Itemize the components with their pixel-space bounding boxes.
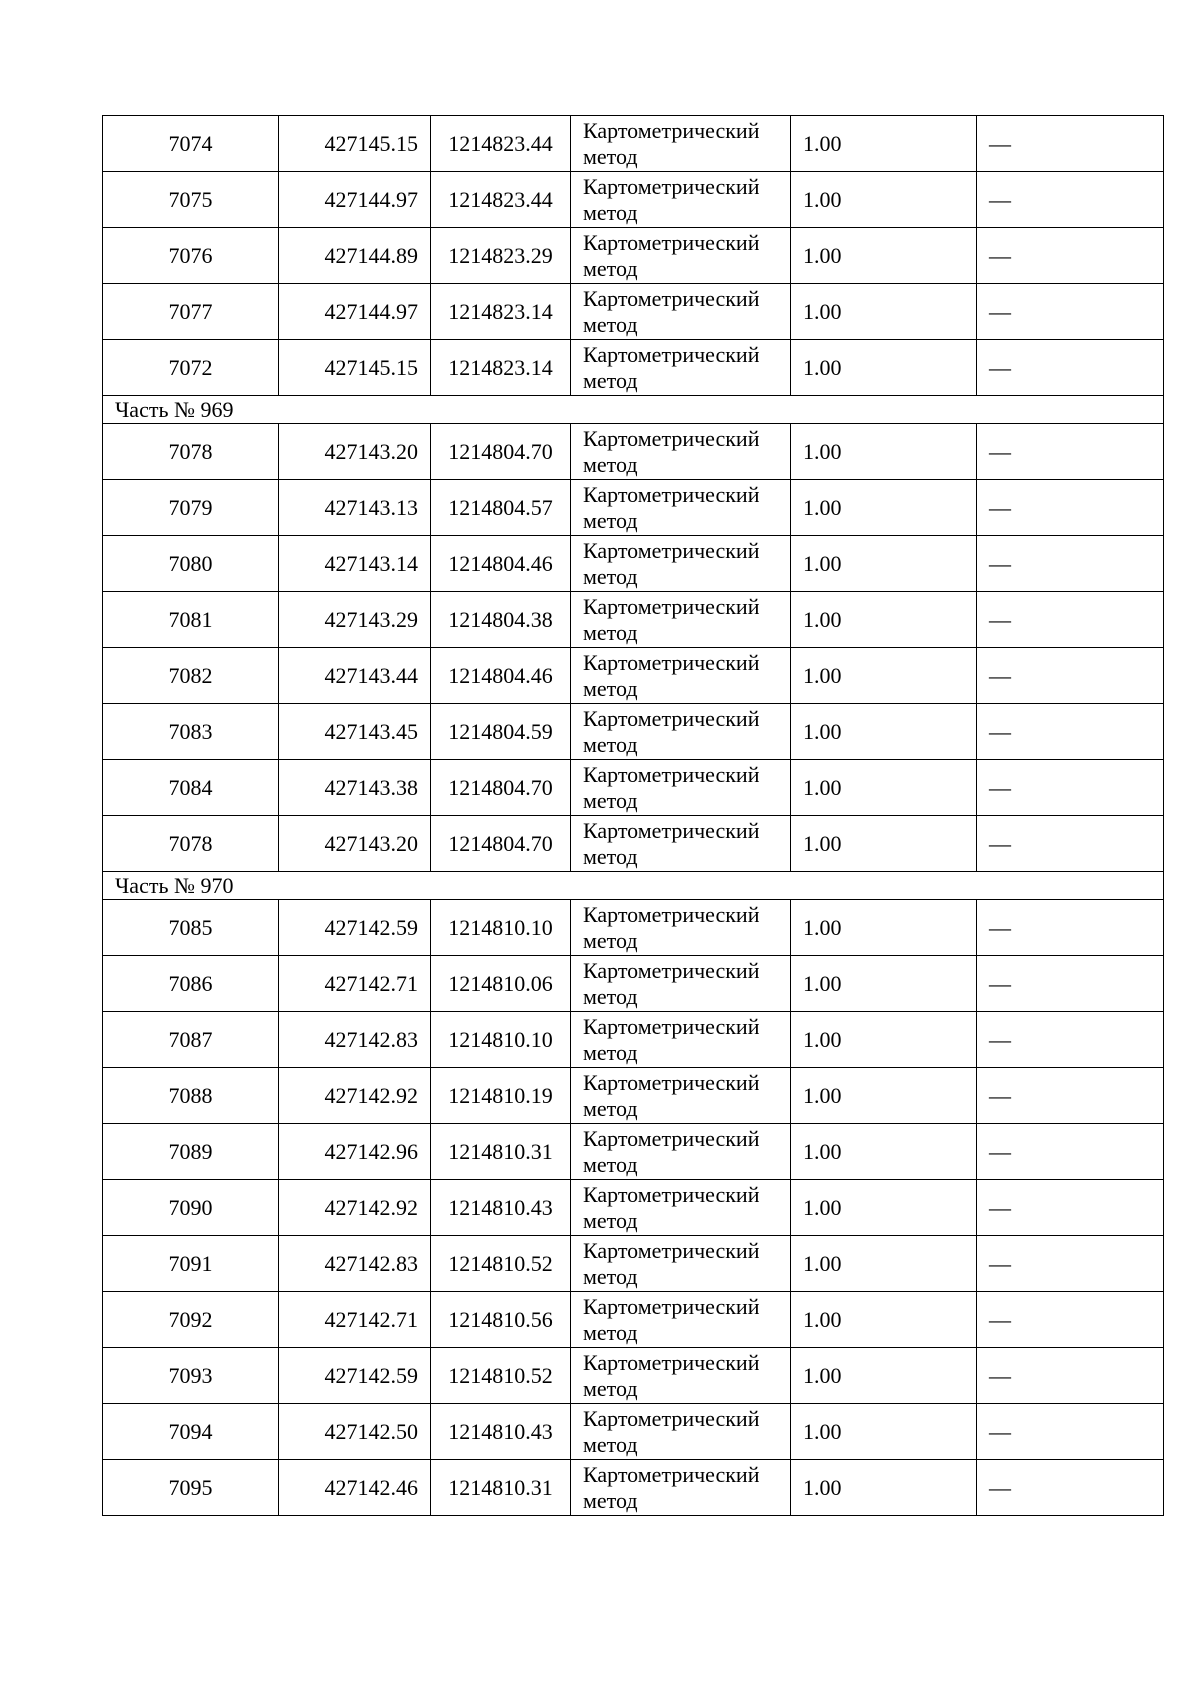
method-cell [571, 116, 791, 172]
method-cell [571, 1404, 791, 1460]
method-cell [571, 340, 791, 396]
y-coordinate-cell: 1214810.31 [431, 1460, 571, 1516]
x-coordinate-cell: 427142.59 [279, 900, 431, 956]
method-line-1: Картометрический [583, 285, 760, 311]
section-label: Часть № 969 [103, 396, 1164, 424]
point-number-cell: 7084 [103, 760, 279, 816]
x-coordinate-cell: 427142.83 [279, 1012, 431, 1068]
method-line-1: Картометрический [583, 1405, 760, 1431]
x-coordinate-cell: 427142.50 [279, 1404, 431, 1460]
note-cell: — [977, 760, 1164, 816]
method-line-2: метод [583, 451, 638, 477]
note-cell: — [977, 116, 1164, 172]
table-row [103, 592, 1164, 648]
method-line-1: Картометрический [583, 537, 760, 563]
table-row [103, 340, 1164, 396]
method-line-2: метод [583, 983, 638, 1009]
method-line-2: метод [583, 927, 638, 953]
x-coordinate-cell: 427142.96 [279, 1124, 431, 1180]
point-number-cell: 7078 [103, 816, 279, 872]
x-coordinate-cell: 427143.38 [279, 760, 431, 816]
point-number-cell: 7079 [103, 480, 279, 536]
method-cell [571, 1012, 791, 1068]
method-cell [571, 228, 791, 284]
x-coordinate-cell: 427143.14 [279, 536, 431, 592]
method-line-1: Картометрический [583, 705, 760, 731]
x-coordinate-cell: 427145.15 [279, 116, 431, 172]
table-row [103, 1404, 1164, 1460]
accuracy-cell: 1.00 [791, 116, 977, 172]
point-number-cell: 7085 [103, 900, 279, 956]
method-line-2: метод [583, 367, 638, 393]
note-cell: — [977, 592, 1164, 648]
method-cell [571, 592, 791, 648]
table-row [103, 760, 1164, 816]
y-coordinate-cell: 1214810.56 [431, 1292, 571, 1348]
accuracy-cell: 1.00 [791, 956, 977, 1012]
x-coordinate-cell: 427143.13 [279, 480, 431, 536]
note-cell: — [977, 704, 1164, 760]
table-row [103, 816, 1164, 872]
x-coordinate-cell: 427145.15 [279, 340, 431, 396]
table-row [103, 900, 1164, 956]
note-cell: — [977, 1236, 1164, 1292]
accuracy-cell: 1.00 [791, 816, 977, 872]
accuracy-cell: 1.00 [791, 1404, 977, 1460]
x-coordinate-cell: 427142.92 [279, 1068, 431, 1124]
x-coordinate-cell: 427144.97 [279, 284, 431, 340]
table-row [103, 956, 1164, 1012]
table-row [103, 1348, 1164, 1404]
method-line-1: Картометрический [583, 761, 760, 787]
table-row [103, 228, 1164, 284]
x-coordinate-cell: 427143.44 [279, 648, 431, 704]
table-row [103, 116, 1164, 172]
y-coordinate-cell: 1214804.57 [431, 480, 571, 536]
table-row [103, 172, 1164, 228]
method-line-2: метод [583, 255, 638, 281]
x-coordinate-cell: 427143.29 [279, 592, 431, 648]
method-line-2: метод [583, 1039, 638, 1065]
note-cell: — [977, 648, 1164, 704]
method-line-1: Картометрический [583, 1181, 760, 1207]
section-label: Часть № 970 [103, 872, 1164, 900]
point-number-cell: 7082 [103, 648, 279, 704]
method-cell [571, 536, 791, 592]
point-number-cell: 7074 [103, 116, 279, 172]
x-coordinate-cell: 427142.46 [279, 1460, 431, 1516]
method-cell [571, 480, 791, 536]
y-coordinate-cell: 1214823.29 [431, 228, 571, 284]
accuracy-cell: 1.00 [791, 536, 977, 592]
point-number-cell: 7092 [103, 1292, 279, 1348]
note-cell: — [977, 284, 1164, 340]
point-number-cell: 7076 [103, 228, 279, 284]
table-row [103, 648, 1164, 704]
method-line-2: метод [583, 843, 638, 869]
note-cell: — [977, 424, 1164, 480]
y-coordinate-cell: 1214804.59 [431, 704, 571, 760]
y-coordinate-cell: 1214810.52 [431, 1236, 571, 1292]
method-line-2: метод [583, 1207, 638, 1233]
y-coordinate-cell: 1214804.70 [431, 424, 571, 480]
note-cell: — [977, 900, 1164, 956]
y-coordinate-cell: 1214804.46 [431, 648, 571, 704]
note-cell: — [977, 816, 1164, 872]
method-line-2: метод [583, 1263, 638, 1289]
point-number-cell: 7089 [103, 1124, 279, 1180]
point-number-cell: 7072 [103, 340, 279, 396]
accuracy-cell: 1.00 [791, 424, 977, 480]
note-cell: — [977, 1348, 1164, 1404]
method-cell [571, 1236, 791, 1292]
accuracy-cell: 1.00 [791, 1012, 977, 1068]
x-coordinate-cell: 427143.45 [279, 704, 431, 760]
method-line-2: метод [583, 675, 638, 701]
point-number-cell: 7088 [103, 1068, 279, 1124]
table-row [103, 480, 1164, 536]
y-coordinate-cell: 1214810.31 [431, 1124, 571, 1180]
method-cell [571, 424, 791, 480]
table-row [103, 1068, 1164, 1124]
method-line-2: метод [583, 1151, 638, 1177]
method-line-1: Картометрический [583, 593, 760, 619]
method-cell [571, 760, 791, 816]
table-row [103, 704, 1164, 760]
note-cell: — [977, 172, 1164, 228]
y-coordinate-cell: 1214810.52 [431, 1348, 571, 1404]
accuracy-cell: 1.00 [791, 1348, 977, 1404]
y-coordinate-cell: 1214823.14 [431, 284, 571, 340]
y-coordinate-cell: 1214823.44 [431, 116, 571, 172]
x-coordinate-cell: 427142.71 [279, 956, 431, 1012]
point-number-cell: 7094 [103, 1404, 279, 1460]
method-cell [571, 1124, 791, 1180]
note-cell: — [977, 1124, 1164, 1180]
method-line-1: Картометрический [583, 1461, 760, 1487]
point-number-cell: 7087 [103, 1012, 279, 1068]
table-row [103, 1292, 1164, 1348]
coordinates-table [102, 115, 1164, 1516]
method-line-1: Картометрический [583, 1293, 760, 1319]
accuracy-cell: 1.00 [791, 480, 977, 536]
point-number-cell: 7080 [103, 536, 279, 592]
accuracy-cell: 1.00 [791, 1292, 977, 1348]
y-coordinate-cell: 1214810.10 [431, 1012, 571, 1068]
y-coordinate-cell: 1214810.43 [431, 1180, 571, 1236]
method-line-1: Картометрический [583, 1069, 760, 1095]
method-line-1: Картометрический [583, 1125, 760, 1151]
method-line-2: метод [583, 1375, 638, 1401]
accuracy-cell: 1.00 [791, 760, 977, 816]
y-coordinate-cell: 1214804.38 [431, 592, 571, 648]
method-cell [571, 284, 791, 340]
method-cell [571, 956, 791, 1012]
point-number-cell: 7078 [103, 424, 279, 480]
method-line-2: метод [583, 1319, 638, 1345]
table-row [103, 1460, 1164, 1516]
x-coordinate-cell: 427144.97 [279, 172, 431, 228]
accuracy-cell: 1.00 [791, 1180, 977, 1236]
method-cell [571, 648, 791, 704]
method-line-1: Картометрический [583, 1237, 760, 1263]
accuracy-cell: 1.00 [791, 340, 977, 396]
accuracy-cell: 1.00 [791, 228, 977, 284]
note-cell: — [977, 480, 1164, 536]
y-coordinate-cell: 1214810.06 [431, 956, 571, 1012]
note-cell: — [977, 956, 1164, 1012]
table-row [103, 1012, 1164, 1068]
coordinates-table-body [103, 116, 1164, 1516]
x-coordinate-cell: 427142.92 [279, 1180, 431, 1236]
method-line-2: метод [583, 1487, 638, 1513]
method-cell [571, 1068, 791, 1124]
table-row [103, 536, 1164, 592]
y-coordinate-cell: 1214810.43 [431, 1404, 571, 1460]
method-line-1: Картометрический [583, 173, 760, 199]
point-number-cell: 7095 [103, 1460, 279, 1516]
method-cell [571, 1180, 791, 1236]
point-number-cell: 7077 [103, 284, 279, 340]
method-line-2: метод [583, 507, 638, 533]
method-line-1: Картометрический [583, 425, 760, 451]
method-line-2: метод [583, 563, 638, 589]
x-coordinate-cell: 427142.83 [279, 1236, 431, 1292]
accuracy-cell: 1.00 [791, 1124, 977, 1180]
y-coordinate-cell: 1214804.46 [431, 536, 571, 592]
y-coordinate-cell: 1214823.44 [431, 172, 571, 228]
method-line-1: Картометрический [583, 117, 760, 143]
accuracy-cell: 1.00 [791, 900, 977, 956]
method-line-2: метод [583, 1431, 638, 1457]
method-line-1: Картометрический [583, 649, 760, 675]
y-coordinate-cell: 1214823.14 [431, 340, 571, 396]
point-number-cell: 7090 [103, 1180, 279, 1236]
note-cell: — [977, 536, 1164, 592]
y-coordinate-cell: 1214810.19 [431, 1068, 571, 1124]
accuracy-cell: 1.00 [791, 704, 977, 760]
table-row [103, 424, 1164, 480]
section-header-row [103, 872, 1164, 900]
x-coordinate-cell: 427142.71 [279, 1292, 431, 1348]
table-row [103, 284, 1164, 340]
note-cell: — [977, 1012, 1164, 1068]
accuracy-cell: 1.00 [791, 1236, 977, 1292]
method-cell [571, 704, 791, 760]
table-row [103, 1180, 1164, 1236]
table-row [103, 1124, 1164, 1180]
x-coordinate-cell: 427143.20 [279, 816, 431, 872]
note-cell: — [977, 340, 1164, 396]
method-cell [571, 1460, 791, 1516]
section-header-row [103, 396, 1164, 424]
y-coordinate-cell: 1214804.70 [431, 816, 571, 872]
method-line-2: метод [583, 787, 638, 813]
x-coordinate-cell: 427144.89 [279, 228, 431, 284]
accuracy-cell: 1.00 [791, 284, 977, 340]
method-cell [571, 1292, 791, 1348]
accuracy-cell: 1.00 [791, 172, 977, 228]
point-number-cell: 7093 [103, 1348, 279, 1404]
method-line-1: Картометрический [583, 1013, 760, 1039]
method-cell [571, 816, 791, 872]
y-coordinate-cell: 1214804.70 [431, 760, 571, 816]
note-cell: — [977, 1404, 1164, 1460]
accuracy-cell: 1.00 [791, 648, 977, 704]
note-cell: — [977, 1180, 1164, 1236]
note-cell: — [977, 1292, 1164, 1348]
point-number-cell: 7083 [103, 704, 279, 760]
method-line-2: метод [583, 311, 638, 337]
method-line-2: метод [583, 731, 638, 757]
point-number-cell: 7075 [103, 172, 279, 228]
note-cell: — [977, 1460, 1164, 1516]
accuracy-cell: 1.00 [791, 592, 977, 648]
method-cell [571, 900, 791, 956]
x-coordinate-cell: 427142.59 [279, 1348, 431, 1404]
method-line-1: Картометрический [583, 481, 760, 507]
point-number-cell: 7081 [103, 592, 279, 648]
note-cell: — [977, 1068, 1164, 1124]
method-line-1: Картометрический [583, 229, 760, 255]
method-line-2: метод [583, 199, 638, 225]
method-line-1: Картометрический [583, 817, 760, 843]
method-cell [571, 172, 791, 228]
note-cell: — [977, 228, 1164, 284]
method-line-1: Картометрический [583, 341, 760, 367]
method-line-2: метод [583, 619, 638, 645]
point-number-cell: 7091 [103, 1236, 279, 1292]
accuracy-cell: 1.00 [791, 1068, 977, 1124]
point-number-cell: 7086 [103, 956, 279, 1012]
method-line-2: метод [583, 143, 638, 169]
y-coordinate-cell: 1214810.10 [431, 900, 571, 956]
method-line-2: метод [583, 1095, 638, 1121]
method-line-1: Картометрический [583, 957, 760, 983]
x-coordinate-cell: 427143.20 [279, 424, 431, 480]
accuracy-cell: 1.00 [791, 1460, 977, 1516]
table-row [103, 1236, 1164, 1292]
method-cell [571, 1348, 791, 1404]
method-line-1: Картометрический [583, 1349, 760, 1375]
method-line-1: Картометрический [583, 901, 760, 927]
